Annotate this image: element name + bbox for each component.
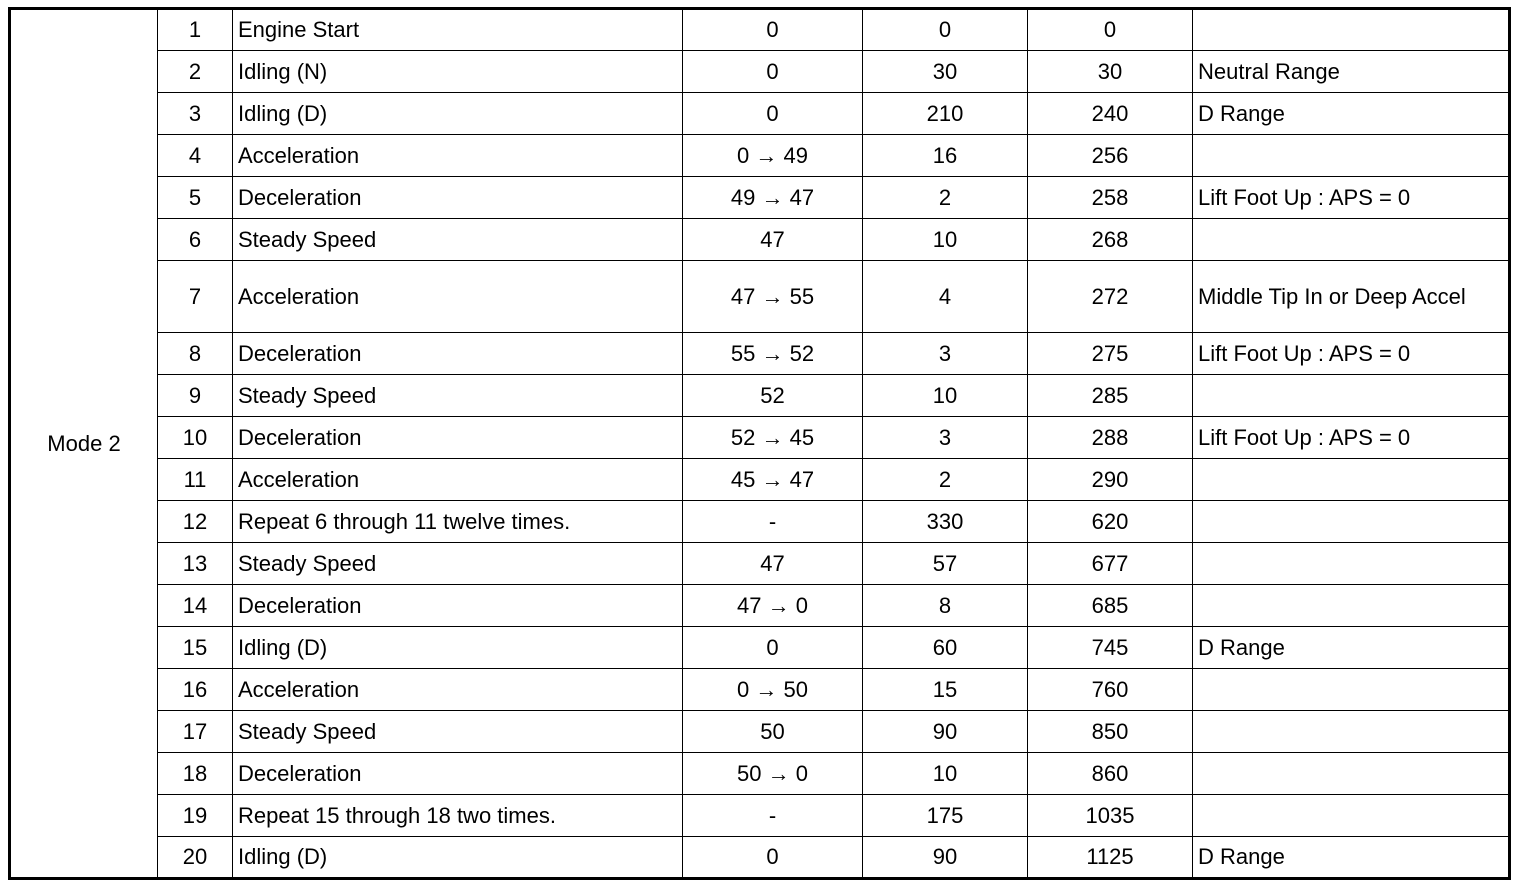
- operation-cell: Steady Speed: [233, 711, 683, 753]
- speed-cell: 47: [683, 219, 863, 261]
- cumulative-time-cell: 620: [1028, 501, 1193, 543]
- operation-cell: Deceleration: [233, 333, 683, 375]
- cumulative-time-cell: 272: [1028, 261, 1193, 333]
- time-cell: 330: [863, 501, 1028, 543]
- table-row: [10, 459, 1510, 501]
- operation-cell: Steady Speed: [233, 219, 683, 261]
- operation-cell: Deceleration: [233, 417, 683, 459]
- cumulative-time-cell: 275: [1028, 333, 1193, 375]
- speed-cell: 0: [683, 837, 863, 879]
- table-row: [10, 795, 1510, 837]
- time-cell: 10: [863, 753, 1028, 795]
- cumulative-time-cell: 30: [1028, 51, 1193, 93]
- remark-cell: [1193, 669, 1510, 711]
- step-number: 20: [158, 837, 233, 879]
- operation-cell: Acceleration: [233, 669, 683, 711]
- table-row: [10, 261, 1510, 333]
- operation-cell: Acceleration: [233, 135, 683, 177]
- cumulative-time-cell: 760: [1028, 669, 1193, 711]
- step-number: 19: [158, 795, 233, 837]
- table-row: [10, 219, 1510, 261]
- step-number: 1: [158, 9, 233, 51]
- time-cell: 8: [863, 585, 1028, 627]
- remark-cell: D Range: [1193, 837, 1510, 879]
- cumulative-time-cell: 288: [1028, 417, 1193, 459]
- time-cell: 3: [863, 333, 1028, 375]
- cumulative-time-cell: 240: [1028, 93, 1193, 135]
- remark-cell: [1193, 585, 1510, 627]
- time-cell: 10: [863, 219, 1028, 261]
- remark-cell: [1193, 753, 1510, 795]
- table-row: [10, 135, 1510, 177]
- remark-cell: Lift Foot Up : APS = 0: [1193, 417, 1510, 459]
- time-cell: 4: [863, 261, 1028, 333]
- remark-cell: [1193, 795, 1510, 837]
- operation-cell: Deceleration: [233, 753, 683, 795]
- operation-cell: Engine Start: [233, 9, 683, 51]
- remark-cell: D Range: [1193, 93, 1510, 135]
- remark-cell: [1193, 219, 1510, 261]
- operation-cell: Idling (D): [233, 93, 683, 135]
- step-number: 15: [158, 627, 233, 669]
- speed-cell: 0: [683, 51, 863, 93]
- step-number: 4: [158, 135, 233, 177]
- step-number: 7: [158, 261, 233, 333]
- speed-cell: -: [683, 501, 863, 543]
- remark-cell: D Range: [1193, 627, 1510, 669]
- step-number: 16: [158, 669, 233, 711]
- table-row: [10, 837, 1510, 879]
- cumulative-time-cell: 285: [1028, 375, 1193, 417]
- speed-cell: 0: [683, 93, 863, 135]
- speed-cell: -: [683, 795, 863, 837]
- speed-cell: 50 → 0: [683, 753, 863, 795]
- step-number: 9: [158, 375, 233, 417]
- time-cell: 57: [863, 543, 1028, 585]
- time-cell: 15: [863, 669, 1028, 711]
- step-number: 2: [158, 51, 233, 93]
- time-cell: 175: [863, 795, 1028, 837]
- operation-cell: Idling (D): [233, 627, 683, 669]
- cumulative-time-cell: 745: [1028, 627, 1193, 669]
- step-number: 13: [158, 543, 233, 585]
- time-cell: 90: [863, 711, 1028, 753]
- operation-cell: Repeat 6 through 11 twelve times.: [233, 501, 683, 543]
- remark-cell: [1193, 9, 1510, 51]
- remark-cell: [1193, 501, 1510, 543]
- cumulative-time-cell: 677: [1028, 543, 1193, 585]
- table-row: [10, 669, 1510, 711]
- time-cell: 60: [863, 627, 1028, 669]
- speed-cell: 0: [683, 9, 863, 51]
- step-number: 10: [158, 417, 233, 459]
- operation-cell: Repeat 15 through 18 two times.: [233, 795, 683, 837]
- speed-cell: 45 → 47: [683, 459, 863, 501]
- step-number: 6: [158, 219, 233, 261]
- table-row: [10, 501, 1510, 543]
- operation-cell: Idling (N): [233, 51, 683, 93]
- cumulative-time-cell: 290: [1028, 459, 1193, 501]
- step-number: 5: [158, 177, 233, 219]
- remark-cell: [1193, 135, 1510, 177]
- cumulative-time-cell: 0: [1028, 9, 1193, 51]
- step-number: 3: [158, 93, 233, 135]
- table-row: [10, 93, 1510, 135]
- table-row: [10, 9, 1510, 51]
- time-cell: 210: [863, 93, 1028, 135]
- step-number: 11: [158, 459, 233, 501]
- table-row: [10, 585, 1510, 627]
- speed-cell: 47: [683, 543, 863, 585]
- step-number: 12: [158, 501, 233, 543]
- operation-cell: Steady Speed: [233, 543, 683, 585]
- step-number: 8: [158, 333, 233, 375]
- operation-cell: Idling (D): [233, 837, 683, 879]
- table-row: [10, 417, 1510, 459]
- cumulative-time-cell: 258: [1028, 177, 1193, 219]
- mode-label: Mode 2: [10, 9, 158, 879]
- remark-cell: Middle Tip In or Deep Accel: [1193, 261, 1510, 333]
- remark-cell: Neutral Range: [1193, 51, 1510, 93]
- step-number: 14: [158, 585, 233, 627]
- table-row: [10, 543, 1510, 585]
- cumulative-time-cell: 1125: [1028, 837, 1193, 879]
- cumulative-time-cell: 850: [1028, 711, 1193, 753]
- cumulative-time-cell: 685: [1028, 585, 1193, 627]
- speed-cell: 0 → 50: [683, 669, 863, 711]
- remark-cell: [1193, 375, 1510, 417]
- time-cell: 2: [863, 177, 1028, 219]
- step-number: 17: [158, 711, 233, 753]
- remark-cell: [1193, 711, 1510, 753]
- driving-schedule-table: [8, 7, 1511, 880]
- cumulative-time-cell: 860: [1028, 753, 1193, 795]
- time-cell: 16: [863, 135, 1028, 177]
- time-cell: 30: [863, 51, 1028, 93]
- table-row: [10, 51, 1510, 93]
- table-row: [10, 177, 1510, 219]
- speed-cell: 52 → 45: [683, 417, 863, 459]
- remark-cell: Lift Foot Up : APS = 0: [1193, 177, 1510, 219]
- speed-cell: 49 → 47: [683, 177, 863, 219]
- operation-cell: Acceleration: [233, 261, 683, 333]
- time-cell: 3: [863, 417, 1028, 459]
- remark-cell: [1193, 543, 1510, 585]
- speed-cell: 0 → 49: [683, 135, 863, 177]
- speed-cell: 47 → 0: [683, 585, 863, 627]
- remark-cell: [1193, 459, 1510, 501]
- step-number: 18: [158, 753, 233, 795]
- table-row: [10, 333, 1510, 375]
- speed-cell: 47 → 55: [683, 261, 863, 333]
- table-row: [10, 627, 1510, 669]
- table-body: [10, 9, 1510, 879]
- speed-cell: 52: [683, 375, 863, 417]
- speed-cell: 0: [683, 627, 863, 669]
- time-cell: 0: [863, 9, 1028, 51]
- speed-cell: 50: [683, 711, 863, 753]
- operation-cell: Deceleration: [233, 177, 683, 219]
- operation-cell: Acceleration: [233, 459, 683, 501]
- speed-cell: 55 → 52: [683, 333, 863, 375]
- cumulative-time-cell: 1035: [1028, 795, 1193, 837]
- time-cell: 10: [863, 375, 1028, 417]
- remark-cell: Lift Foot Up : APS = 0: [1193, 333, 1510, 375]
- operation-cell: Steady Speed: [233, 375, 683, 417]
- cumulative-time-cell: 268: [1028, 219, 1193, 261]
- table-row: [10, 711, 1510, 753]
- operation-cell: Deceleration: [233, 585, 683, 627]
- table-row: [10, 375, 1510, 417]
- time-cell: 2: [863, 459, 1028, 501]
- cumulative-time-cell: 256: [1028, 135, 1193, 177]
- table-row: [10, 753, 1510, 795]
- time-cell: 90: [863, 837, 1028, 879]
